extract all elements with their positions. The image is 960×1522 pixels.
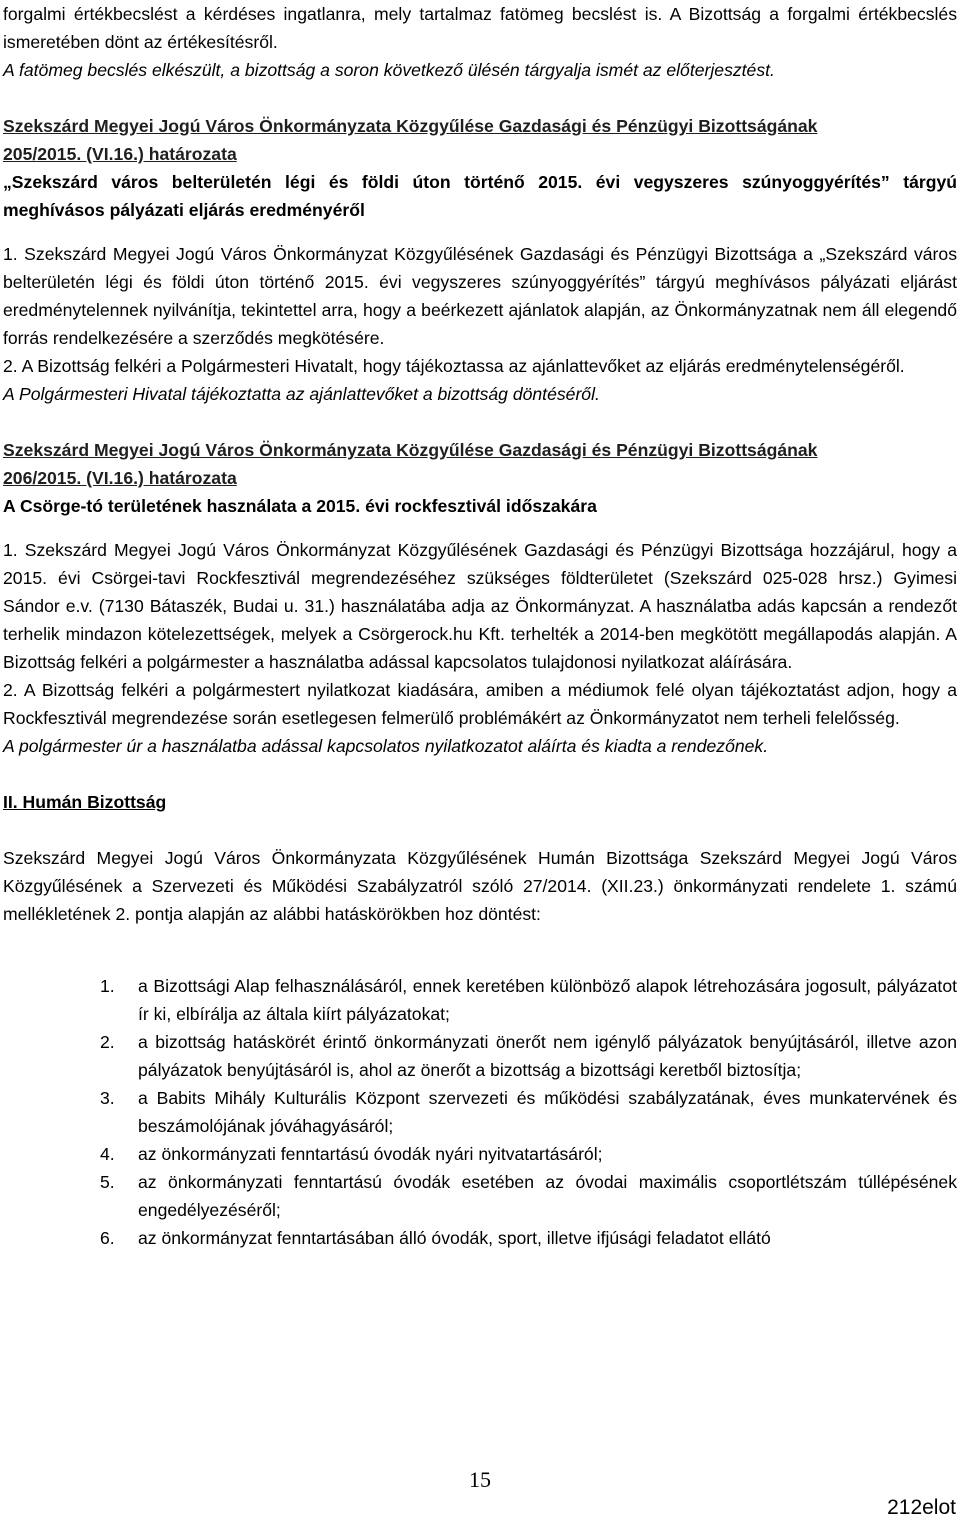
- intro-paragraph: forgalmi értékbecslést a kérdéses ingatlanra, mely tartalmaz fatömeg becslést is. A Bizottság a forgalmi értékbecslés ismeretében dönt az értékesítésről.: [3, 4, 957, 52]
- resolution-note: A polgármester úr a használatba adással kapcsolatos nyilatkozatot aláírta és kiadta a rendezőnek.: [3, 736, 769, 756]
- document-id: 212elot: [887, 1496, 956, 1519]
- intro-note: A fatömeg becslés elkészült, a bizottság a soron következő ülésén tárgyalja ismét az előterjesztést.: [3, 60, 775, 80]
- resolution-title: A Csörge-tó területének használata a 2015. évi rockfesztivál időszakára: [3, 496, 597, 516]
- page-number: 15: [469, 1467, 491, 1492]
- section-heading: II. Humán Bizottság: [3, 792, 167, 812]
- spacer: [3, 408, 957, 436]
- document-body: [3, 0, 957, 1252]
- spacer: [3, 760, 957, 788]
- section-human-committee: [3, 788, 957, 1252]
- spacer: [3, 928, 957, 956]
- list-item: 6. az önkormányzat fenntartásában álló óvodák, sport, illetve ifjúsági feladatot ellátó: [100, 1228, 771, 1248]
- resolution-body-line: Szekszárd Megyei Jogú Város Önkormányzata Közgyűlése Gazdasági és Pénzügyi Bizottságának: [3, 116, 818, 136]
- spacer: [3, 224, 957, 240]
- resolution-206: [3, 436, 957, 760]
- resolution-number: 206/2015. (VI.16.) határozata: [3, 468, 237, 488]
- resolution-point-2: 2. A Bizottság felkéri a Polgármesteri Hivatalt, hogy tájékoztassa az ajánlattevőket az eljárás eredménytelenségéről.: [3, 356, 905, 376]
- resolution-point-1: 1. Szekszárd Megyei Jogú Város Önkormányzat Közgyűlésének Gazdasági és Pénzügyi Bizottsága hozzájárul, hogy a 2015. évi Csörgei-tavi Rockfesztivál megrendezéséhez szükséges földterületet (Szekszárd 025-028 hrsz.) Gyimesi Sándor e.v. (7130 Bátaszék, Budai u. 31.) használatába adja az Önkormányzat. A használatba adás kapcsán a rendezőt terhelik mindazon kötelezettségek, melyek a Csörgerock.hu Kft. terhelték a 2014-ben megkötött megállapodás alapján. A Bizottság felkéri a polgármester a használatba adással kapcsolatos tulajdonosi nyilatkozat aláírására.: [3, 540, 957, 672]
- competence-list: [3, 972, 957, 1252]
- section-intro: Szekszárd Megyei Jogú Város Önkormányzata Közgyűlésének Humán Bizottsága Szekszárd Megyei Jogú Város Közgyűlésének a Szervezeti és Működési Szabályzatról szóló 27/2014. (XII.23.) önkormányzati rendelete 1. számú mellékletének 2. pontja alapján az alábbi hatáskörökben hoz döntést:: [3, 848, 957, 924]
- spacer: [3, 84, 957, 112]
- resolution-point-2: 2. A Bizottság felkéri a polgármestert nyilatkozat kiadására, amiben a médiumok felé olyan tájékoztatást adjon, hogy a Rockfesztivál megrendezése során esetlegesen felmerülő problémákért az Önkormányzatot nem terheli felelősség.: [3, 680, 957, 728]
- resolution-205: [3, 112, 957, 408]
- list-item: 3. a Babits Mihály Kulturális Központ szervezeti és működési szabályzatának, éves munkatervének és beszámolójának jóváhagyásáról;: [100, 1088, 957, 1136]
- resolution-point-1: 1. Szekszárd Megyei Jogú Város Önkormányzat Közgyűlésének Gazdasági és Pénzügyi Bizottsága a „Szekszárd város belterületén légi és földi úton történő 2015. évi vegyszeres szúnyoggyérítés” tárgyú meghívásos pályázati eljárást eredménytelennek nyilvánítja, tekintettel arra, hogy a beérkezett ajánlatok alapján, az Önkormányzatnak nem áll elegendő forrás rendelkezésére a szerződés megkötésére.: [3, 244, 957, 348]
- resolution-note: A Polgármesteri Hivatal tájékoztatta az ajánlattevőket a bizottság döntéséről.: [3, 384, 600, 404]
- spacer: [3, 816, 957, 844]
- list-item: 4. az önkormányzati fenntartású óvodák nyári nyitvatartásáról;: [100, 1144, 603, 1164]
- list-item: 5. az önkormányzati fenntartású óvodák esetében az óvodai maximális csoportlétszám túllépésének engedélyezéséről;: [100, 1172, 957, 1220]
- list-item: 1. a Bizottsági Alap felhasználásáról, ennek keretében különböző alapok létrehozására jogosult, pályázatot ír ki, elbírálja az általa kiírt pályázatokat;: [100, 976, 957, 1024]
- resolution-number: 205/2015. (VI.16.) határozata: [3, 144, 237, 164]
- resolution-title: „Szekszárd város belterületén légi és földi úton történő 2015. évi vegyszeres szúnyoggyérítés” tárgyú meghívásos pályázati eljárás eredményéről: [3, 172, 957, 220]
- spacer: [3, 956, 957, 972]
- list-item: 2. a bizottság hatáskörét érintő önkormányzati önerőt nem igénylő pályázatok benyújtásáról, illetve azon pályázatok benyújtásáról is, ahol az önerőt a bizottság a bizottsági keretből biztosítja;: [100, 1032, 957, 1080]
- spacer: [3, 520, 957, 536]
- resolution-body-line: Szekszárd Megyei Jogú Város Önkormányzata Közgyűlése Gazdasági és Pénzügyi Bizottságának: [3, 440, 818, 460]
